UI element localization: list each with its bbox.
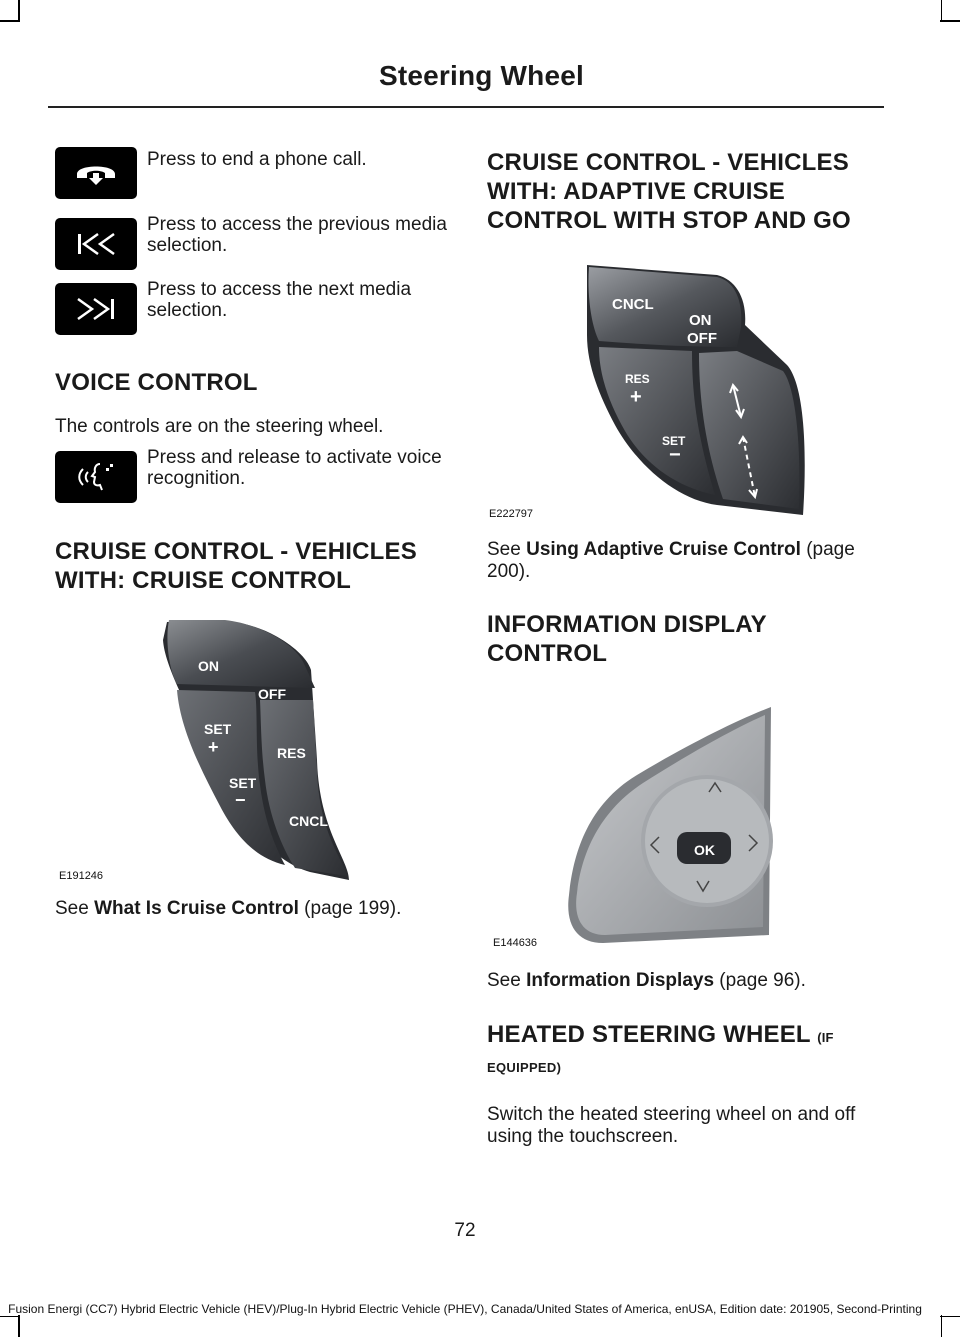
page-number: 72 [454,1220,476,1241]
cruise-minus-label: − [235,790,246,810]
adaptive-set-label: SET [662,434,686,448]
end-call-icon [55,147,137,199]
adaptive-on-label: ON [689,312,712,329]
adaptive-plus-label: + [630,386,642,408]
adaptive-see-reference [487,539,887,583]
see-prefix: See [487,539,527,560]
cruise-control-heading-line1: CRUISE CONTROL - VEHICLES [55,538,417,565]
voice-control-heading: VOICE CONTROL [55,369,258,396]
heated-wheel-heading-qualifier: (IF [817,1030,834,1045]
adaptive-heading-line1: CRUISE CONTROL - VEHICLES [487,149,849,176]
cruise-set-plus-label: SET [204,721,232,737]
voice-recognition-text: Press and release to activate voice recognition. [147,447,442,489]
heated-wheel-body: Switch the heated steering wheel on and off using the touchscreen. [487,1104,856,1147]
cruise-control-heading-line2: WITH: CRUISE CONTROL [55,567,351,594]
next-track-item [55,279,445,353]
next-track-icon [55,283,137,335]
adaptive-heading-line2: WITH: ADAPTIVE CRUISE [487,178,785,205]
previous-track-text: Press to access the previous media selection. [147,214,447,256]
next-track-text: Press to access the next media selection. [147,279,412,321]
cruise-control-buttons-illustration [55,610,445,890]
info-display-heading-line1: INFORMATION DISPLAY [487,611,767,638]
xref-what-is-cruise-control[interactable]: What Is Cruise Control [94,898,299,919]
crop-mark [940,1316,960,1318]
page-title: Steering Wheel [378,60,584,91]
adaptive-minus-label: − [669,444,681,466]
crop-mark [18,1315,20,1337]
heated-wheel-heading-qualifier-line2: EQUIPPED) [487,1060,562,1075]
info-display-figure [487,695,887,955]
see-suffix: (page 96). [714,970,806,991]
voice-control-intro: The controls are on the steering wheel. [55,416,384,437]
crop-mark [941,1315,943,1337]
end-call-text: Press to end a phone call. [147,149,367,170]
crop-mark [940,20,960,22]
heated-wheel-heading-main: HEATED STEERING WHEEL [487,1021,811,1048]
crop-mark [941,0,943,22]
heated-wheel-heading [487,1020,887,1053]
crop-mark [18,0,20,22]
info-display-see-reference [487,970,887,992]
voice-recognition-icon [55,451,137,503]
adaptive-cruise-figure [487,255,887,525]
cruise-see-reference [55,898,445,920]
figure-code: E144636 [493,937,538,949]
crop-mark [0,20,20,22]
see-suffix: (page 200). [487,539,855,582]
adaptive-off-label: OFF [687,330,717,347]
cruise-on-label: ON [198,658,219,674]
previous-track-icon [55,218,137,270]
ok-button-label: OK [694,842,715,858]
info-display-control-illustration [487,695,887,955]
see-prefix: See [487,970,527,991]
xref-information-displays[interactable]: Information Displays [526,970,715,991]
figure-code: E222797 [489,508,534,520]
adaptive-res-label: RES [625,372,650,386]
cruise-control-figure [55,610,445,890]
header-divider [48,106,884,108]
end-call-item [55,147,445,217]
footer-text: Fusion Energi (CC7) Hybrid Electric Vehicle (HEV)/Plug-In Hybrid Electric Vehicle (PHEV), Canada/United States of America, enUSA, Edition date: 201905, Second-Printing [8,1302,922,1316]
see-prefix: See [55,898,95,919]
cruise-cncl-label: CNCL [289,813,328,829]
cruise-set-minus-label: SET [229,775,257,791]
previous-track-item [55,214,447,288]
voice-recognition-item [55,447,445,521]
cruise-res-label: RES [277,745,306,761]
cruise-off-label: OFF [258,686,286,702]
figure-code: E191246 [59,870,104,882]
xref-using-adaptive-cruise-control[interactable]: Using Adaptive Cruise Control [526,539,801,560]
see-suffix: (page 199). [298,898,402,919]
adaptive-cncl-label: CNCL [612,296,654,313]
cruise-plus-label: + [208,737,219,757]
info-display-heading-line2: CONTROL [487,640,608,667]
adaptive-cruise-buttons-illustration [487,255,887,525]
adaptive-heading-line3: CONTROL WITH STOP AND GO [487,207,851,234]
